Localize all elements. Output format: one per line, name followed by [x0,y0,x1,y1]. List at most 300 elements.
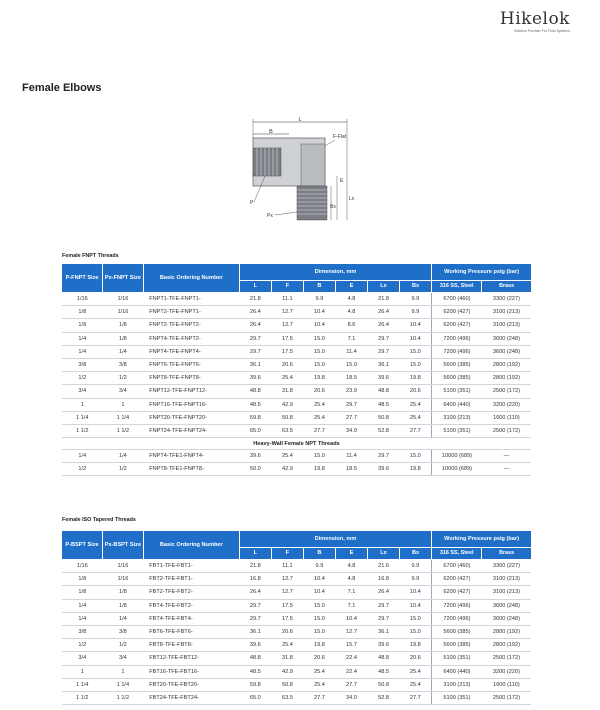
table-cell: 48.5 [239,398,271,411]
table-cell: 3600 (248) [482,332,531,345]
table-cell: 17.5 [271,345,303,358]
table-cell: 1/2 [103,639,144,652]
table-cell: FNPT8-TFE1-FNPT8- [143,463,239,476]
table-cell: 2800 (192) [482,639,531,652]
table-cell: 48.8 [239,652,271,665]
table-cell: 3100 (213) [482,573,531,586]
table-cell: 10.4 [400,586,432,599]
table-cell: 1 1/4 [62,411,103,424]
table-cell: FBT1-TFE-FBT1- [143,560,239,573]
table-cell: 25.4 [271,639,303,652]
table-cell: 29.7 [368,450,400,463]
table-cell: 10000 (689) [432,463,482,476]
table-cell: 29.7 [368,612,400,625]
table-cell: 26.4 [368,319,400,332]
table-cell: FBT24-TFE-FBT24- [143,691,239,704]
col-dim: L [239,548,271,560]
table-row [62,639,531,652]
table-cell: 21.8 [239,560,271,573]
table-cell: 4.8 [335,306,367,319]
table-cell: 9.9 [400,293,432,306]
table-cell: 3100 (213) [482,586,531,599]
table-cell: 4.8 [335,560,367,573]
table-cell: 29.7 [239,612,271,625]
table-cell: 36.1 [239,358,271,371]
table-cell: FNPT24-TFE-FNPT24- [143,424,239,437]
col-dim: Lx [368,281,400,293]
table-cell: 3200 (220) [482,398,531,411]
table-cell: 7200 (496) [432,332,482,345]
table-cell: 1/2 [103,372,144,385]
table-cell: 1/8 [62,573,103,586]
table-cell: 25.4 [271,450,303,463]
table-cell: 22.4 [335,652,367,665]
table-cell: 10.4 [303,573,335,586]
table-cell: 1/8 [103,332,144,345]
fnpt-table-body [62,293,531,476]
col-dim: Bx [400,548,432,560]
table-cell: 3/4 [62,652,103,665]
table-cell: FBT2-TFE-FBT1- [143,573,239,586]
table-cell: 48.8 [239,385,271,398]
table-cell: 1/2 [62,639,103,652]
col-wp-brass: Brass [482,548,531,560]
table-cell: 42.9 [271,665,303,678]
table-cell: 50.0 [239,463,271,476]
table-cell: 10.4 [400,599,432,612]
table-cell: FBT4-TFE-FBT4- [143,612,239,625]
table-cell: 27.7 [335,411,367,424]
table-cell: 3200 (220) [482,665,531,678]
table-cell: 65.0 [239,424,271,437]
table-cell: 59.8 [239,678,271,691]
table-cell: 3/4 [103,385,144,398]
table-cell: 17.5 [271,599,303,612]
table-cell: 50.8 [271,678,303,691]
table-cell: 36.1 [368,625,400,638]
col-dim: Bx [400,281,432,293]
col-wp-steel: 316 SS, Steel [432,281,482,293]
table-cell: 1/2 [103,463,144,476]
table-cell: 21.8 [239,293,271,306]
table-cell: 1/8 [103,586,144,599]
table-cell: 29.7 [368,332,400,345]
page-title: Female Elbows [22,82,102,94]
brand-name: Hikelok [499,9,570,29]
table-cell: 6200 (427) [432,573,482,586]
col-ordering-number: Basic Ordering Number [143,264,239,293]
table-cell: 1/8 [103,599,144,612]
table-cell: 20.6 [271,625,303,638]
table-cell: 29.7 [239,332,271,345]
table-cell: 1/4 [62,599,103,612]
table-cell: 3/8 [103,625,144,638]
col-dim: Lx [368,548,400,560]
table-cell: 1 1/4 [103,678,144,691]
table-cell: 52.8 [368,424,400,437]
table-cell: FNPT4-TFE-FNPT4- [143,345,239,358]
table-cell: 15.0 [303,450,335,463]
table-row [62,463,531,476]
table-row [62,678,531,691]
table-cell: 7200 (496) [432,599,482,612]
table-cell: 1/4 [62,450,103,463]
table-cell: 9.9 [400,306,432,319]
table-cell: 1 1/2 [62,424,103,437]
heavy-wall-title: Heavy-Wall Female NPT Threads [62,438,531,450]
col-wp-steel: 316 SS, Steel [432,548,482,560]
table-cell: 15.0 [400,358,432,371]
table-cell: 19.8 [303,463,335,476]
table-cell: 20.6 [303,385,335,398]
brand-logo [500,10,570,33]
table-cell: 21.6 [368,560,400,573]
table-cell: 1 [62,665,103,678]
table-cell: — [482,463,531,476]
table-cell: 11.4 [335,450,367,463]
table-cell: 3100 (213) [482,319,531,332]
col-group-dimension: Dimension, mm [239,264,431,281]
table-cell: 6200 (427) [432,586,482,599]
table-cell: 25.4 [303,678,335,691]
table-cell: 12.7 [271,319,303,332]
table-cell: 50.8 [271,411,303,424]
table-cell: 3300 (227) [482,293,531,306]
table-cell: 50.8 [368,411,400,424]
col-group-pressure: Working Pressure psig (bar) [432,531,531,548]
table-cell: 9.9 [303,293,335,306]
bspt-table [62,531,531,705]
bottom-port-thread [297,186,327,220]
table-cell: 5100 (351) [432,652,482,665]
flat-leader [325,140,335,146]
table-cell: 16.8 [239,573,271,586]
table-cell: 1 1/4 [62,678,103,691]
table-cell: 65.0 [239,691,271,704]
table-cell: 1/4 [62,332,103,345]
table-cell: FBT2-TFE-FBT2- [143,586,239,599]
table-cell: 15.7 [335,639,367,652]
table-row [62,450,531,463]
table-cell: 1/16 [103,306,144,319]
table-cell: 5600 (385) [432,358,482,371]
table-cell: 10.4 [400,319,432,332]
table-cell: 26.4 [239,306,271,319]
table-cell: 26.4 [239,586,271,599]
table-cell: 15.0 [400,612,432,625]
table-cell: — [482,450,531,463]
table-cell: 1 1/4 [103,411,144,424]
table-cell: FNPT12-TFE-FNPT12- [143,385,239,398]
col-px-size: Px-BSPT Size [103,531,144,560]
table-cell: 4.8 [335,573,367,586]
table-cell: 3100 (213) [482,306,531,319]
label-L: L [298,117,302,123]
col-dim: B [303,281,335,293]
table-cell: 19.8 [400,372,432,385]
table-cell: FNPT8-TFE-FNPT8- [143,372,239,385]
table-cell: 25.4 [271,372,303,385]
table-cell: 25.4 [400,665,432,678]
table-cell: 9.9 [303,560,335,573]
table-cell: 23.9 [335,385,367,398]
label-E: E [340,178,344,184]
table-cell: FNPT1-TFE-FNPT1- [143,293,239,306]
table-cell: 2800 (192) [482,625,531,638]
table-cell: 2800 (192) [482,372,531,385]
table-row [62,345,531,358]
table-cell: 3/8 [62,358,103,371]
table-cell: 6400 (440) [432,398,482,411]
table-cell: 39.6 [368,372,400,385]
table-cell: FBT16-TFE-FBT16- [143,665,239,678]
table-cell: 1/8 [103,319,144,332]
table-cell: 34.0 [335,424,367,437]
table-cell: FNPT16-TFE-FNPT16- [143,398,239,411]
table-cell: 48.8 [368,385,400,398]
table-row [62,560,531,573]
table-cell: 15.0 [303,358,335,371]
label-B: B [269,129,273,135]
table-cell: 12.7 [271,573,303,586]
table-cell: 20.6 [400,385,432,398]
table-cell: 1/16 [103,293,144,306]
table-cell: 1 [103,398,144,411]
table-cell: 2500 (172) [482,385,531,398]
table-cell: 3600 (248) [482,345,531,358]
table-cell: 10000 (689) [432,450,482,463]
table-cell: 48.5 [368,398,400,411]
table-cell: 6200 (427) [432,319,482,332]
table-row [62,424,531,437]
table-cell: 5600 (385) [432,372,482,385]
table-cell: 25.4 [303,411,335,424]
table-cell: 19.8 [400,639,432,652]
table-cell: 10.4 [303,319,335,332]
table-cell: 1600 (110) [482,678,531,691]
table-cell: 26.4 [368,586,400,599]
table-cell: FBT12-TFE-FBT12- [143,652,239,665]
table-cell: 3600 (248) [482,599,531,612]
table-cell: 50.8 [368,678,400,691]
table-cell: 10.4 [303,586,335,599]
heavy-wall-subheader [62,438,531,450]
table-cell: 1/4 [103,612,144,625]
table-cell: 15.0 [303,612,335,625]
table-cell: 21.8 [368,293,400,306]
col-dim: E [335,548,367,560]
table-cell: 10.4 [303,306,335,319]
table-row [62,411,531,424]
table-cell: FBT6-TFE-FBT6- [143,625,239,638]
table-cell: 29.7 [335,398,367,411]
col-p-size: P-FNPT Size [62,264,103,293]
table-row [62,319,531,332]
col-px-size: Px-FNPT Size [103,264,144,293]
col-dim: F [271,281,303,293]
table-cell: 26.4 [368,306,400,319]
table-cell: 42.9 [271,398,303,411]
table-cell: 1 1/2 [103,691,144,704]
table-cell: 29.7 [368,599,400,612]
table-cell: 1 1/2 [62,691,103,704]
bspt-table-body [62,560,531,705]
bspt-section-title: Female ISO Tapered Threads [62,517,136,523]
table-row [62,665,531,678]
table-cell: 3/8 [62,625,103,638]
table-cell: 9.9 [400,573,432,586]
table-cell: FNPT6-TFE-FNPT6- [143,358,239,371]
px-leader [275,212,297,215]
col-wp-brass: Brass [482,281,531,293]
table-cell: 1 [62,398,103,411]
table-cell: 1/8 [62,319,103,332]
table-cell: 22.4 [335,665,367,678]
table-cell: 5100 (351) [432,385,482,398]
col-p-size: P-BSPT Size [62,531,103,560]
table-cell: 39.6 [239,450,271,463]
table-cell: 39.6 [368,639,400,652]
table-cell: 18.5 [335,463,367,476]
col-group-pressure: Working Pressure psig (bar) [432,264,531,281]
table-cell: 5600 (385) [432,639,482,652]
table-cell: 63.5 [271,691,303,704]
table-cell: 52.8 [368,691,400,704]
label-Px: Px [267,213,273,219]
table-cell: 15.0 [303,345,335,358]
table-cell: 1/4 [103,450,144,463]
table-cell: 15.0 [400,345,432,358]
table-cell: 5100 (351) [432,691,482,704]
table-cell: 15.0 [335,358,367,371]
table-cell: 17.5 [271,612,303,625]
table-cell: 2800 (192) [482,358,531,371]
table-row [62,293,531,306]
table-cell: FNPT4-TFE1-FNPT4- [143,450,239,463]
table-cell: 1/4 [103,345,144,358]
table-cell: 39.6 [239,372,271,385]
table-cell: 25.4 [400,678,432,691]
table-cell: 29.7 [239,345,271,358]
table-cell: FBT8-TFE-FBT8- [143,639,239,652]
table-cell: 42.9 [271,463,303,476]
table-row [62,332,531,345]
table-cell: 34.0 [335,691,367,704]
table-cell: 1/16 [103,573,144,586]
table-cell: 11.4 [335,345,367,358]
table-cell: 7.1 [335,586,367,599]
table-cell: 25.4 [400,398,432,411]
fnpt-section-title: Female FNPT Threads [62,253,119,259]
table-cell: 26.4 [239,319,271,332]
table-cell: 29.7 [368,345,400,358]
table-cell: 27.7 [303,424,335,437]
table-cell: 12.7 [271,306,303,319]
table-cell: 39.6 [368,463,400,476]
table-cell: 17.5 [271,332,303,345]
table-row [62,358,531,371]
table-cell: 3/4 [62,385,103,398]
label-Bx: Bx [330,204,336,210]
table-cell: 5100 (351) [432,424,482,437]
table-cell: 20.6 [303,652,335,665]
table-cell: 63.5 [271,424,303,437]
table-cell: 3100 (213) [432,411,482,424]
col-group-dimension: Dimension, mm [239,531,431,548]
table-cell: 18.5 [335,372,367,385]
table-cell: 7200 (496) [432,612,482,625]
table-cell: 1/8 [62,306,103,319]
table-row [62,372,531,385]
table-cell: 1/2 [62,372,103,385]
table-cell: FBT20-TFE-FBT20- [143,678,239,691]
table-cell: 27.7 [303,691,335,704]
brand-tagline: Solution Provider For Fluid Systems [514,29,570,33]
table-cell: FNPT2-TFE-FNPT1- [143,306,239,319]
table-cell: 1/4 [62,345,103,358]
table-cell: FBT4-TFE-FBT2- [143,599,239,612]
table-row [62,625,531,638]
table-cell: 10.4 [400,332,432,345]
table-row [62,691,531,704]
table-cell: 19.8 [400,463,432,476]
elbow-flat-face [301,144,325,186]
table-cell: 1/16 [62,560,103,573]
table-cell: 59.8 [239,411,271,424]
table-cell: 1 [103,665,144,678]
table-cell: 10.4 [335,612,367,625]
table-cell: 27.7 [400,691,432,704]
elbow-diagram [245,116,365,226]
table-row [62,385,531,398]
table-row [62,652,531,665]
table-cell: 7.1 [335,332,367,345]
table-row [62,612,531,625]
table-cell: 7200 (496) [432,345,482,358]
table-cell: 11.1 [271,560,303,573]
table-cell: 1/16 [103,560,144,573]
table-cell: 3600 (248) [482,612,531,625]
table-row [62,599,531,612]
table-cell: 7.1 [335,599,367,612]
table-cell: FNPT4-TFE-FNPT2- [143,332,239,345]
table-cell: 1/16 [62,293,103,306]
table-cell: 6200 (427) [432,306,482,319]
table-cell: 36.1 [368,358,400,371]
table-cell: 4.8 [335,293,367,306]
table-cell: 16.8 [368,573,400,586]
table-cell: 1 1/2 [103,424,144,437]
table-cell: 3/8 [103,358,144,371]
table-cell: 31.8 [271,652,303,665]
table-cell: 2500 (172) [482,691,531,704]
table-cell: 36.1 [239,625,271,638]
table-cell: 48.8 [368,652,400,665]
table-cell: 27.7 [400,424,432,437]
table-cell: FNPT2-TFE-FNPT2- [143,319,239,332]
table-cell: 1/4 [62,612,103,625]
table-cell: 29.7 [239,599,271,612]
table-cell: 12.7 [271,586,303,599]
table-cell: 2500 (172) [482,652,531,665]
table-cell: 25.4 [400,411,432,424]
table-row [62,398,531,411]
table-cell: 6400 (440) [432,665,482,678]
col-dim: E [335,281,367,293]
col-dim: B [303,548,335,560]
table-cell: 2500 (172) [482,424,531,437]
table-cell: 15.0 [400,450,432,463]
